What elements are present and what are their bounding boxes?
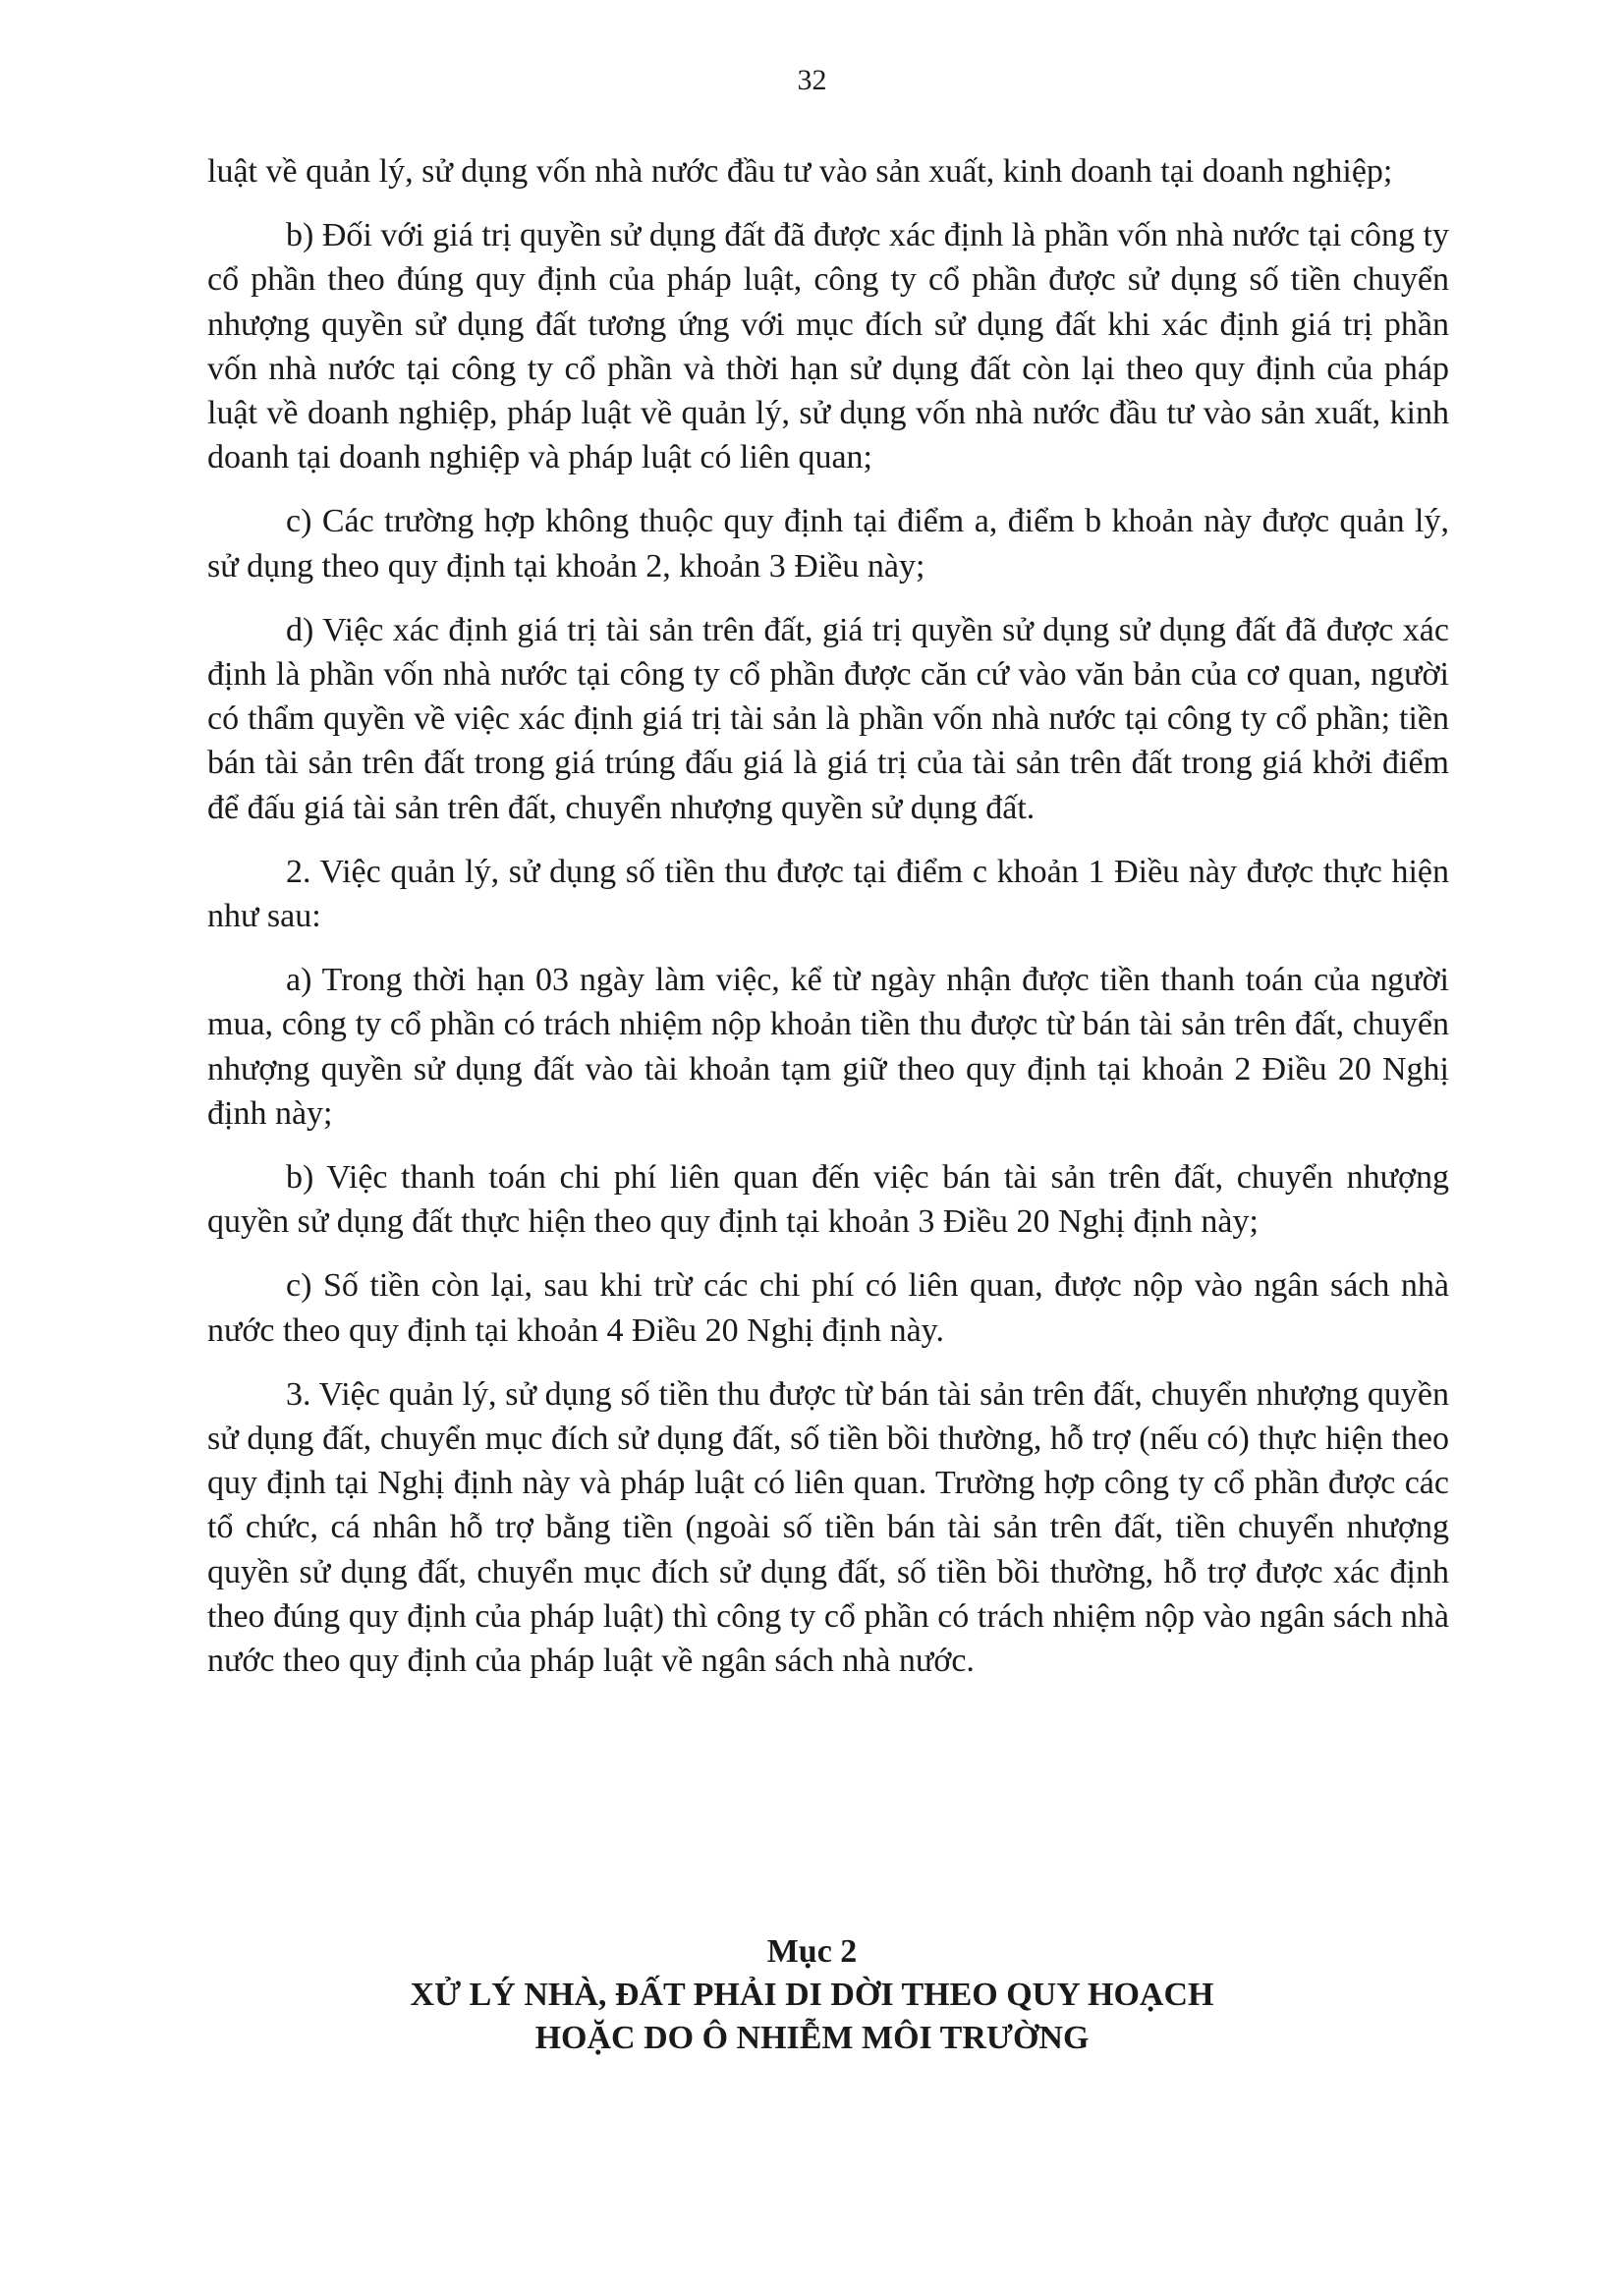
- paragraph-clause-3: 3. Việc quản lý, sử dụng số tiền thu được từ bán tài sản trên đất, chuyển nhượng quyền sử dụng đất, chuyển mục đích sử dụng đất, số tiền bồi thường, hỗ trợ (nếu có) thực hiện theo quy định tại Nghị định này và pháp luật có liên quan. Trường hợp công ty cổ phần được các tổ chức, cá nhân hỗ trợ bằng tiền (ngoài số tiền bán tài sản trên đất, tiền chuyển nhượng quyền sử dụng đất, chuyển mục đích sử dụng đất, số tiền bồi thường, hỗ trợ được xác định theo đúng quy định của pháp luật) thì công ty cổ phần có trách nhiệm nộp vào ngân sách nhà nước theo quy định của pháp luật về ngân sách nhà nước.: [207, 1375, 1449, 1680]
- paragraph-clause-2-point-c: c) Số tiền còn lại, sau khi trừ các chi phí có liên quan, được nộp vào ngân sách nhà nước theo quy định tại khoản 4 Điều 20 Nghị định này.: [207, 1267, 1449, 1349]
- paragraph-clause-2-point-a: a) Trong thời hạn 03 ngày làm việc, kể từ ngày nhận được tiền thanh toán của người mua, công ty cổ phần có trách nhiệm nộp khoản tiền thu được từ bán tài sản trên đất, chuyển nhượng quyền sử dụng đất vào tài khoản tạm giữ theo quy định tại khoản 2 Điều 20 Nghị định này;: [207, 962, 1449, 1132]
- section-label: Mục 2: [766, 1933, 858, 1970]
- paragraph-continuation: luật về quản lý, sử dụng vốn nhà nước đầu tư vào sản xuất, kinh doanh tại doanh nghiệp;: [207, 153, 1393, 190]
- page-number: 32: [797, 64, 827, 96]
- paragraph-clause-2: 2. Việc quản lý, sử dụng số tiền thu được tại điểm c khoản 1 Điều này được thực hiện như sau:: [207, 853, 1449, 935]
- document-body: [207, 149, 1449, 1702]
- section-heading: [0, 1930, 1624, 2060]
- paragraph-point-c: c) Các trường hợp không thuộc quy định tại điểm a, điểm b khoản này được quản lý, sử dụng theo quy định tại khoản 2, khoản 3 Điều này;: [207, 503, 1449, 585]
- paragraph-point-d: d) Việc xác định giá trị tài sản trên đất, giá trị quyền sử dụng sử dụng đất đã được xác định là phần vốn nhà nước tại công ty cổ phần được căn cứ vào văn bản của cơ quan, người có thẩm quyền về việc xác định giá trị tài sản là phần vốn nhà nước tại công ty cổ phần; tiền bán tài sản trên đất trong giá trúng đấu giá là giá trị của tài sản trên đất trong giá khởi điểm để đấu giá tài sản trên đất, chuyển nhượng quyền sử dụng đất.: [207, 611, 1449, 826]
- paragraph-clause-2-point-b: b) Việc thanh toán chi phí liên quan đến việc bán tài sản trên đất, chuyển nhượng quyền sử dụng đất thực hiện theo quy định tại khoản 3 Điều 20 Nghị định này;: [207, 1159, 1449, 1241]
- section-title-line-1: XỬ LÝ NHÀ, ĐẤT PHẢI DI DỜI THEO QUY HOẠCH: [410, 1977, 1214, 2013]
- section-title-line-2: HOẶC DO Ô NHIỄM MÔI TRƯỜNG: [534, 2020, 1090, 2056]
- paragraph-point-b: b) Đối với giá trị quyền sử dụng đất đã được xác định là phần vốn nhà nước tại công ty cổ phần theo đúng quy định của pháp luật, công ty cổ phần được sử dụng số tiền chuyển nhượng quyền sử dụng đất tương ứng với mục đích sử dụng đất khi xác định giá trị phần vốn nhà nước tại công ty cổ phần và thời hạn sử dụng đất còn lại theo quy định của pháp luật về doanh nghiệp, pháp luật về quản lý, sử dụng vốn nhà nước đầu tư vào sản xuất, kinh doanh tại doanh nghiệp và pháp luật có liên quan;: [207, 217, 1449, 476]
